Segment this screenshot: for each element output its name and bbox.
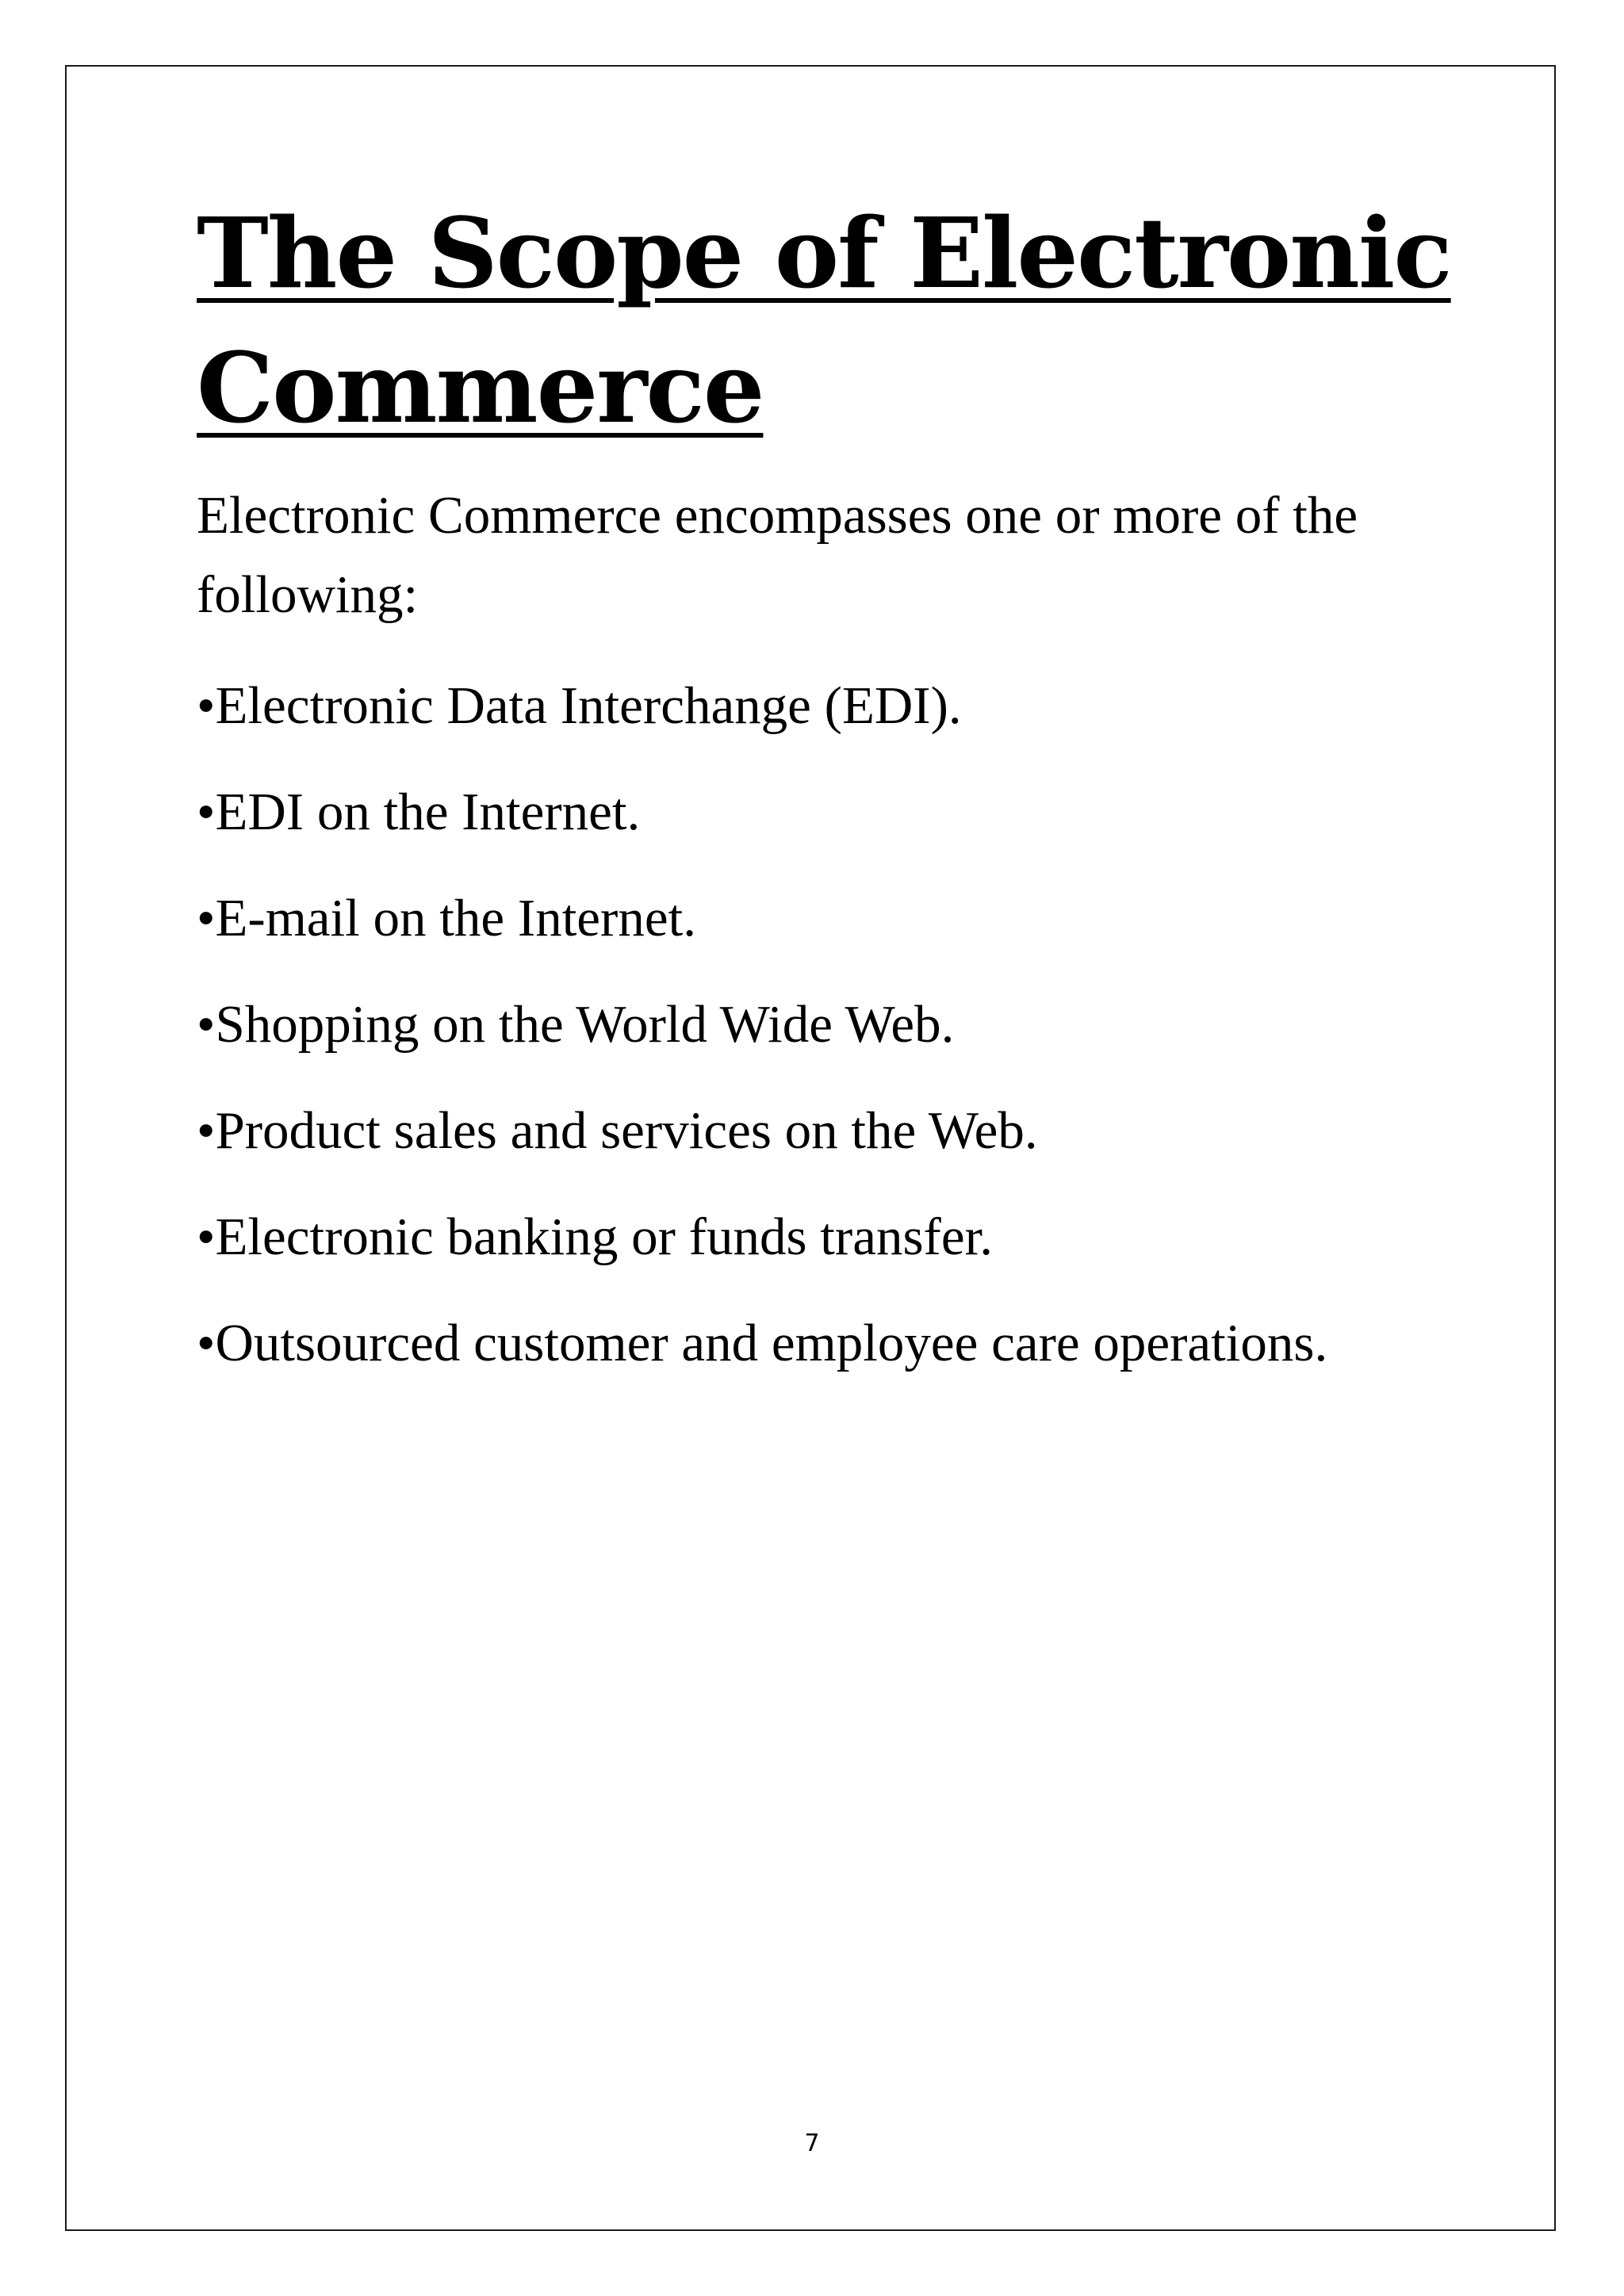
list-item: •E-mail on the Internet. [197,889,696,947]
list-item: •Electronic Data Interchange (EDI). [197,676,962,735]
intro-paragraph: Electronic Commerce encompasses one or more of the following: [197,486,1358,624]
page-number: 7 [804,2130,820,2157]
list-item: •Shopping on the World Wide Web. [197,995,955,1054]
scope-list [197,666,1497,1410]
page-title: The Scope of Electronic Commerce [197,196,1451,445]
list-item: •EDI on the Internet. [197,783,641,841]
list-item: •Product sales and services on the Web. [197,1101,1038,1160]
list-item: •Electronic banking or funds transfer. [197,1207,993,1266]
list-item: •Outsourced customer and employee care operations. [197,1314,1328,1372]
